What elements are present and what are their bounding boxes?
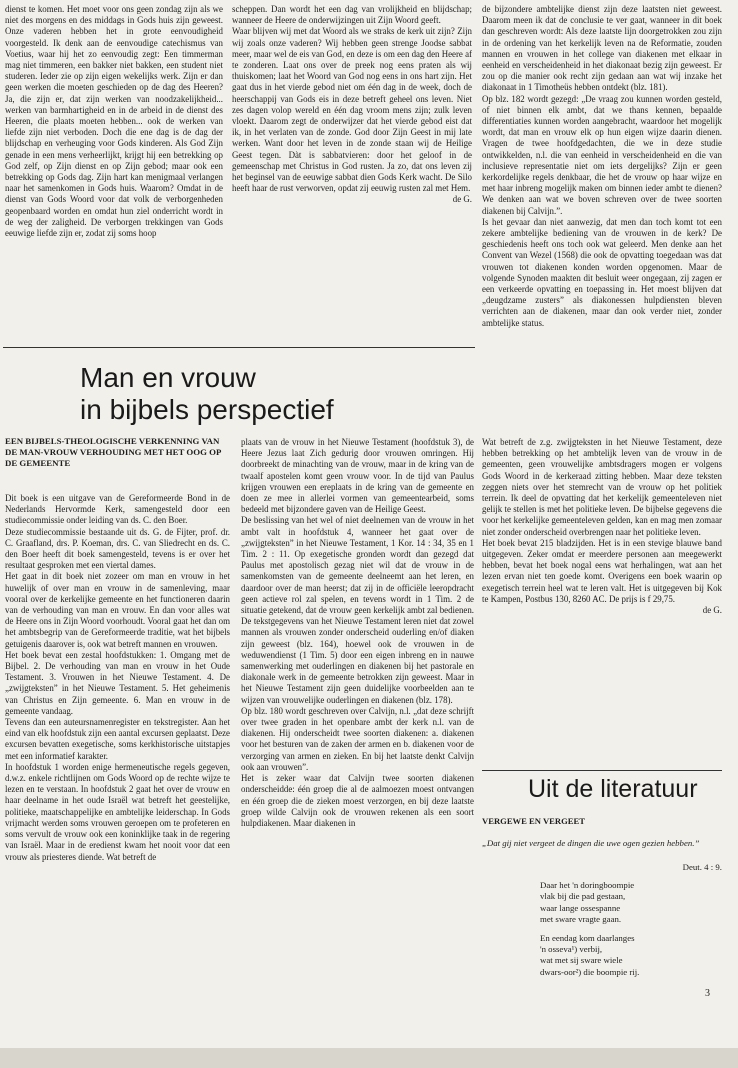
article-title-line1: Man en vrouw bbox=[80, 362, 256, 393]
author-signature: de G. bbox=[702, 605, 722, 616]
paragraph: Wat betreft de z.g. zwijgteksten in het Nieuwe Testament, deze hebben betrekking op het ambtelijk leven van de vrouw in de gemeenten, geen vrouwelijke ambtsdragers mogen er volgens Gods Woord in de kerkeraad zitting hebben. Maar deze teksten zeggen niets over het stemrecht van de vrouw op het politiek terrein. Ik deel de opvatting dat het kerkelijk gemeenteleven niet gelijk te stellen is met het politieke leven. De bijbelse gegevens die voor het kerkelijke gemeenteleven gelden, kan en mag men zomaar niet zonder onderscheid overbrengen naar het politieke leven. bbox=[482, 437, 722, 537]
paragraph: Op blz. 180 wordt geschreven over Calvijn, n.l. „dat deze schrijft over twee graden in het openbare ambt der kerk n.l. van de diakenen. Hij onderscheidt twee soorten diakenen: a. diakenen voor het besturen van de zaken der armen en b. diakenen voor de verzorging van armen en zieken. En bij het laatste denkt Calvijn ook aan vrouwen”. bbox=[241, 705, 474, 772]
paragraph: De beslissing van het wel of niet deelnemen van de vrouw in het ambt valt in hoofdstuk 4, wanneer het gaat over de „zwijgteksten” in het Nieuwe Testament, 1 Kor. 14 : 34, 35 en 1 Tim. 2 : 11. Op exegetische gronden wordt dan gezegd dat Paulus met apostolisch gezag niet wil dat de vrouw in de samenkomsten van de gemeente deelneemt aan het leren, en daardoor over de man heerst; dat zij in de officiële leeropdracht geen actieve rol zal spelen, en tevens wordt in 1 Tim. 2 de situatie getekend, dat de vrouw geen kerkelijk ambt zal bedienen. De tekstgegevens van het Nieuwe Testament leren niet dat zowel mannen als vrouwen zonder onderscheid ouderling en/of diaken zijn geweest (blz. 164), hoewel ook de vrouwen in de weduwendienst (1 Tim. 5) door een eigen inbreng en in nauwe samenwerking met ouderlingen en diakenen bij het pastorale en diakonale werk in de gemeente betrokken zijn geweest. Maar in het Nieuwe Testament zijn geen duidelijke voorbeelden aan te wijzen van vrouwelijke ouderlingen en diakenen (blz. 178). bbox=[241, 515, 474, 705]
verse-heading: VERGEWE EN VERGEET bbox=[482, 816, 585, 826]
paragraph: Deze studiecommissie bestaande uit ds. G. de Fijter, prof. dr. C. Graafland, drs. P. Koeman, drs. C. van Sliedrecht en ds. C. den Boer heeft dit boek samengesteld, tevens is er over het resultaat gesproken met een viertal dames. bbox=[5, 526, 230, 571]
column-middle-top bbox=[232, 4, 472, 206]
paragraph: Het is zeker waar dat Calvijn twee soorten diakenen onderscheidde: één groep die al de aalmoezen moest ontvangen en één groep die de zieken moest verzorgen, en bij deze laatste groep wilde Calvijn ook de vrouwen rekenen als een soort hulpdiakenen. Maar diakenen in bbox=[241, 773, 474, 828]
paragraph: Op blz. 182 wordt gezegd: „De vraag zou kunnen worden gesteld, of niet binnen elk ambt, dat we thans kennen, bepaalde differentiaties kunnen worden aangebracht, waardoor het mogelijk wordt, dat man en vrouw elk op hun eigen wijze daarin dienen. Vragen de twee hoofdgedachten, die we in deze studie ontwikkelden, n.l. die van eenheid in verscheidenheid en die van inclusieve representatie niet om iets dergelijks? Zijn er geen kerkordelijke regels denkbaar, die het de vrouw op haar wijze en met haar inbreng mogelijk maken om binnen ieder ambt te dienen? We denken aan wat we boven schreven over de twee soorten diakenen bij Calvijn.”. bbox=[482, 93, 722, 216]
paragraph: Dit boek is een uitgave van de Gereformeerde Bond in de Nederlands Hervormde Kerk, samengesteld door een studiecommissie onder leiding van ds. C. den Boer. bbox=[5, 493, 230, 526]
divider bbox=[3, 347, 475, 348]
column-right-top bbox=[482, 4, 722, 329]
verse-reference: Deut. 4 : 9. bbox=[682, 862, 722, 872]
column-right-bottom bbox=[482, 437, 722, 616]
paragraph: Het boek bevat een zestal hoofdstukken: 1. Omgang met de Bijbel. 2. De verhouding van man en vrouw in het Oude Testament. 3. Vrouwen in het Nieuwe Testament. 4. De „zwijgteksten” in het Nieuwe Testament. 5. Het geheimenis van Christus en Zijn gemeente. 6. Man en vrouw in de gemeente vandaag. bbox=[5, 649, 230, 716]
column-left-bottom bbox=[5, 493, 230, 863]
paragraph: Het boek bevat 215 bladzijden. Het is in een stevige blauwe band uitgegeven. Zeker omdat er meerdere personen aan meegewerkt hebben, bevat het boek nogal eens wat herhalingen, wat aan het lezen ervan niet ten goede komt. Overigens een boek waarin op exegetisch terrein heel wat te leren valt. Het is uitgegeven bij Kok te Kampen, Postbus 130, 8260 AC. De prijs is f 29,75. bbox=[482, 537, 722, 604]
poem-stanza: En eendag kom daarlanges 'n osseva¹) verbij, wat met sij sware wiele dwars-oor²) die boompie rij. bbox=[540, 932, 640, 977]
paragraph: Waar blijven wij met dat Woord als we straks de kerk uit zijn? Zijn wij zoals onze vaderen? Wij hebben geen strenge Joodse sabbat meer, maar wel de eis van God, en deze is om een dag den Heere af te zonderen. Laat ons over de preek nog eens praten als wij thuiskomen; laat het Woord van God nog eens in ons hart zijn. Het gaat dus in het vierde gebod niet om één dag in de week, doch de heerschappij van Gods eis in deze betreft geheel ons leven. Niet zes dagen volop wereld en één dag vroom mens zijn; zulk leven vloekt. Daarom zegt de onderwijzer dat het vierde gebod eist dat ik, in het verlaten van de zonde. God door Zijn Geest in mij late werken. Want door het leven in de zonde staan wij de Heilige Geest tegen. Dàt is sabbatvieren: door het geloof in de gemeenschap met Christus in God rusten. Ja zo, dat ons leven zij het beginsel van de eeuwige sabbat dien Gods Kerk wacht. De Silo heeft haar de rust verworven, opdat zij eeuwig rusten zal met Hem. bbox=[232, 26, 472, 194]
page-edge bbox=[0, 1048, 738, 1068]
paragraph: dienst te komen. Het moet voor ons geen zondag zijn als we niet des morgens en des middags in Gods huis zijn geweest. Onze vaderen hebben het in grote eenvoudigheid voorgesteld. Ik denk aan de eenvoudige catechismus van Voetius, waar hij het zo eenvoudig zegt: Een timmerman mag niet timmeren, een bakker niet bakken, een student niet studeren. Ieder zie op zijn eigen wekelijks werk. Zijn er dan geen werken die moeten geschieden op de dag des Heeren? Ja, die zijn er, dat zijn werken van noodzakelijkheid... werken van barmhartigheid en in de arbeid in de dienst des Heeren, die plaats moeten hebben... ook de werken van liefde zijn niet verboden. Doch die ene dag is de dag der blijdschap en verheuging voor Gods kinderen. Als God Zijn genade in een mens verheerlijkt, krijgt hij een betrekking op God zelf, op Zijn dienst en op Zijn gebod; maar ook een betrekking op Gods dag. Zijn hart kan menigmaal verlangen naar het samenkomen in Gods huis. Waarom? Omdat in de dienst van Gods Woord voor dat volk de verborgenheden geopenbaard worden en omdat hun ziel onderricht wordt in de weg der zaligheid. De verborgen trekkingen van Gods eeuwige liefde zijn er, zodat zij soms hoop bbox=[5, 4, 223, 239]
paragraph: Tevens dan een auteursnamenregister en tekstregister. Aan het eind van elk hoofdstuk zijn een aantal excursen geplaatst. Deze excursen bevatten exegetische, soms kerkhistorische uitstapjes met een informatief karakter. bbox=[5, 717, 230, 761]
paragraph: de bijzondere ambtelijke dienst zijn deze laatsten niet geweest. Daarom meen ik dat de conclusie te ver gaat, wanneer in dit boek dan geschreven wordt: Als deze laatste lijn doorgetrokken zou zijn in de ordening van het kerkelijk leven na de Reformatie, zouden mannen en vrouwen in het college van diakenen met elkaar in eenheid en verscheidenheid in het diakonaat bezig zijn geweest. Er zou op die manier ook recht zijn gedaan aan wat wij inzake het diakonaat in 1 Timotheüs hebben ontdekt (blz. 181). bbox=[482, 4, 722, 93]
paragraph: plaats van de vrouw in het Nieuwe Testament (hoofdstuk 3), de Heere Jezus laat Zich gedurig door vrouwen omringen. Hij doorbreekt de minachting van de vrouw, maar in de kring van de twaalf apostelen komt geen vrouw voor. In de tijd van Paulus krijgen vrouwen een ereplaats in de kring van de gemeente en doen ze mee in allerlei vormen van gemeentearbeid, soms bedeeld met bijzondere gaven van de Heilige Geest. bbox=[241, 437, 474, 515]
author-signature: de G. bbox=[452, 194, 472, 205]
article-subheading: EEN BIJBELS-THEOLOGISCHE VERKENNING VAN DE MAN-VROUW VERHOUDING MET HET OOG OP DE GEMEENTE bbox=[5, 436, 221, 468]
paragraph: Het gaat in dit boek niet zozeer om man en vrouw in het huwelijk of over man en vrouw in de samenleving, maar vooral over de kerkelijke gemeente en het functioneren daarin van de verhouding van man en vrouw. En dan voor alles wat de Heere ons in Zijn Woord voorhoudt. Vooral gaat het dan om het ambtsbegrip van de Gereformeerde traditie, wat het bijbels getuigenis daarover is, ook wat betreft mannen en vrouwen. bbox=[5, 571, 230, 649]
article-title-line2: in bijbels perspectief bbox=[80, 394, 334, 425]
paragraph: In hoofdstuk 1 worden enige hermeneutische regels gegeven, d.w.z. enkele richtlijnen om Gods Woord op de rechte wijze te lezen en te verstaan. In hoofdstuk 2 gaat het over de vrouw en haar deelname in het oude Israël wat betreft het geestelijke, politieke, maatschappelijke en ambtelijke leiderschap. In Gods vrijmacht werden soms vrouwen geroepen om te profeteren en soms vervult de vrouw ook een koninklijke taak in de regering van Israël. Maar in de eredienst kwam het nooit voor dat een vrouw als priesteres diende. Wat betreft de bbox=[5, 761, 230, 862]
page-number: 3 bbox=[705, 988, 710, 999]
article-title bbox=[80, 362, 334, 426]
paragraph: scheppen. Dan wordt het een dag van vrolijkheid en blijdschap; wanneer de Heere de onderwijzingen uit Zijn Woord geeft. bbox=[232, 4, 472, 26]
section-title: Uit de literatuur bbox=[528, 775, 698, 803]
poem bbox=[540, 880, 720, 985]
poem-stanza: Daar het 'n doringboompie vlak bij die pad gestaan, waar lange ossespanne met sware vragte gaan. bbox=[540, 880, 635, 925]
column-left-top bbox=[5, 4, 223, 239]
column-middle-bottom bbox=[241, 437, 474, 829]
verse-quote: „Dat gij niet vergeet de dingen die uwe ogen gezien hebben.” bbox=[482, 838, 700, 848]
divider bbox=[482, 770, 722, 771]
paragraph: Is het gevaar dan niet aanwezig, dat men dan toch komt tot een zekere ambtelijke bediening van de vrouwen in de kerk? De geschiedenis heeft ons toch ook wat geleerd. Men denke aan het Convent van Wezel (1568) die ook de opvatting toegedaan was dat vrouwen tot diakenen konden worden opgenomen. Maar de volgende Synoden maakten dit besluit weer ongegaan, zij zagen er een verkeerde opvatting en toepassing in. Het moest blijven dat „deugdzame zusters” als diakonessen hulpdiensten bleven verrichten aan de diakenen, maar dan ook verder niet, zonder ambtelijke status. bbox=[482, 216, 722, 328]
